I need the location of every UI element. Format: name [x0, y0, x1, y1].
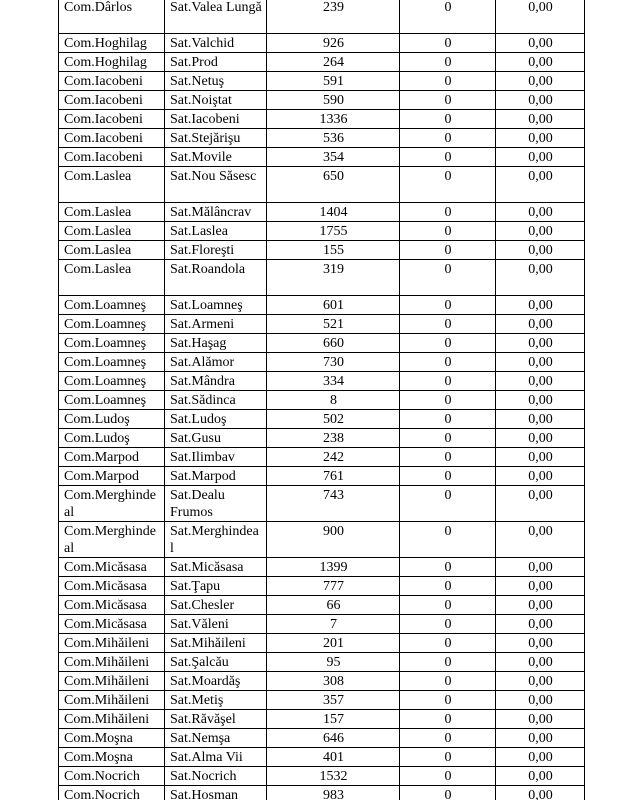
- village-cell: Sat.Alma Vii: [165, 748, 267, 767]
- zero-cell: 0: [400, 0, 496, 34]
- village-cell: Sat.Valchid: [165, 34, 267, 53]
- zero-cell: 0: [400, 203, 496, 222]
- village-cell: Sat.Nocrich: [165, 767, 267, 786]
- amount-cell: 0,00: [496, 203, 585, 222]
- value-cell: 155: [267, 241, 400, 260]
- value-cell: 650: [267, 167, 400, 203]
- village-cell: Sat.Hosman: [165, 786, 267, 800]
- commune-cell: Com.Loamneş: [59, 296, 165, 315]
- village-cell: Sat.Gusu: [165, 429, 267, 448]
- value-cell: 201: [267, 634, 400, 653]
- village-cell: Sat.Movile: [165, 148, 267, 167]
- table-row: [59, 558, 585, 577]
- village-cell: Sat.Văleni: [165, 615, 267, 634]
- village-cell: Sat.Armeni: [165, 315, 267, 334]
- amount-cell: 0,00: [496, 729, 585, 748]
- amount-cell: 0,00: [496, 596, 585, 615]
- amount-cell: 0,00: [496, 0, 585, 34]
- value-cell: 730: [267, 353, 400, 372]
- village-cell: Sat.Ilimbav: [165, 448, 267, 467]
- village-cell: Sat.Merghindeal: [165, 522, 267, 558]
- value-cell: 761: [267, 467, 400, 486]
- amount-cell: 0,00: [496, 448, 585, 467]
- table-row: [59, 634, 585, 653]
- village-cell: Sat.Şalcău: [165, 653, 267, 672]
- zero-cell: 0: [400, 391, 496, 410]
- amount-cell: 0,00: [496, 410, 585, 429]
- zero-cell: 0: [400, 167, 496, 203]
- zero-cell: 0: [400, 372, 496, 391]
- commune-cell: Com.Iacobeni: [59, 110, 165, 129]
- village-cell: Sat.Laslea: [165, 222, 267, 241]
- commune-cell: Com.Hoghilag: [59, 53, 165, 72]
- table-row: [59, 372, 585, 391]
- amount-cell: 0,00: [496, 72, 585, 91]
- value-cell: 777: [267, 577, 400, 596]
- commune-cell: Com.Loamneş: [59, 353, 165, 372]
- commune-cell: Com.Nocrich: [59, 786, 165, 800]
- table-row: [59, 786, 585, 800]
- amount-cell: 0,00: [496, 615, 585, 634]
- zero-cell: 0: [400, 615, 496, 634]
- value-cell: 1755: [267, 222, 400, 241]
- zero-cell: 0: [400, 672, 496, 691]
- value-cell: 1399: [267, 558, 400, 577]
- zero-cell: 0: [400, 72, 496, 91]
- localities-table: [58, 0, 585, 800]
- commune-cell: Com.Iacobeni: [59, 148, 165, 167]
- table-row: [59, 148, 585, 167]
- amount-cell: 0,00: [496, 467, 585, 486]
- village-cell: Sat.Roandola: [165, 260, 267, 296]
- zero-cell: 0: [400, 353, 496, 372]
- commune-cell: Com.Mihăileni: [59, 710, 165, 729]
- commune-cell: Com.Marpod: [59, 448, 165, 467]
- amount-cell: 0,00: [496, 167, 585, 203]
- amount-cell: 0,00: [496, 691, 585, 710]
- table-row: [59, 653, 585, 672]
- value-cell: 334: [267, 372, 400, 391]
- value-cell: 401: [267, 748, 400, 767]
- village-cell: Sat.Prod: [165, 53, 267, 72]
- amount-cell: 0,00: [496, 53, 585, 72]
- value-cell: 7: [267, 615, 400, 634]
- zero-cell: 0: [400, 729, 496, 748]
- value-cell: 1336: [267, 110, 400, 129]
- table-row: [59, 486, 585, 522]
- amount-cell: 0,00: [496, 558, 585, 577]
- zero-cell: 0: [400, 110, 496, 129]
- table-row: [59, 241, 585, 260]
- commune-cell: Com.Moşna: [59, 748, 165, 767]
- commune-cell: Com.Laslea: [59, 222, 165, 241]
- zero-cell: 0: [400, 767, 496, 786]
- table-row: [59, 729, 585, 748]
- table-row: [59, 448, 585, 467]
- table-row: [59, 129, 585, 148]
- table-row: [59, 691, 585, 710]
- amount-cell: 0,00: [496, 110, 585, 129]
- village-cell: Sat.Alămor: [165, 353, 267, 372]
- zero-cell: 0: [400, 241, 496, 260]
- amount-cell: 0,00: [496, 653, 585, 672]
- commune-cell: Com.Moşna: [59, 729, 165, 748]
- table-row: [59, 577, 585, 596]
- village-cell: Sat.Dealu Frumos: [165, 486, 267, 522]
- amount-cell: 0,00: [496, 129, 585, 148]
- village-cell: Sat.Iacobeni: [165, 110, 267, 129]
- table-row: [59, 767, 585, 786]
- zero-cell: 0: [400, 467, 496, 486]
- zero-cell: 0: [400, 786, 496, 800]
- village-cell: Sat.Stejărişu: [165, 129, 267, 148]
- table-row: [59, 748, 585, 767]
- commune-cell: Com.Laslea: [59, 203, 165, 222]
- zero-cell: 0: [400, 558, 496, 577]
- commune-cell: Com.Marpod: [59, 467, 165, 486]
- zero-cell: 0: [400, 222, 496, 241]
- village-cell: Sat.Noiştat: [165, 91, 267, 110]
- village-cell: Sat.Nemşa: [165, 729, 267, 748]
- value-cell: 591: [267, 72, 400, 91]
- zero-cell: 0: [400, 315, 496, 334]
- village-cell: Sat.Ludoş: [165, 410, 267, 429]
- value-cell: 95: [267, 653, 400, 672]
- village-cell: Sat.Răvăşel: [165, 710, 267, 729]
- commune-cell: Com.Merghindeal: [59, 486, 165, 522]
- zero-cell: 0: [400, 91, 496, 110]
- zero-cell: 0: [400, 710, 496, 729]
- table-row: [59, 72, 585, 91]
- village-cell: Sat.Micăsasa: [165, 558, 267, 577]
- commune-cell: Com.Loamneş: [59, 391, 165, 410]
- zero-cell: 0: [400, 634, 496, 653]
- amount-cell: 0,00: [496, 260, 585, 296]
- amount-cell: 0,00: [496, 34, 585, 53]
- zero-cell: 0: [400, 296, 496, 315]
- table-row: [59, 353, 585, 372]
- commune-cell: Com.Laslea: [59, 241, 165, 260]
- table-row: [59, 522, 585, 558]
- zero-cell: 0: [400, 691, 496, 710]
- commune-cell: Com.Laslea: [59, 167, 165, 203]
- commune-cell: Com.Micăsasa: [59, 596, 165, 615]
- amount-cell: 0,00: [496, 222, 585, 241]
- value-cell: 660: [267, 334, 400, 353]
- commune-cell: Com.Ludoş: [59, 410, 165, 429]
- zero-cell: 0: [400, 410, 496, 429]
- commune-cell: Com.Loamneş: [59, 334, 165, 353]
- zero-cell: 0: [400, 148, 496, 167]
- commune-cell: Com.Mihăileni: [59, 691, 165, 710]
- amount-cell: 0,00: [496, 334, 585, 353]
- village-cell: Sat.Haşag: [165, 334, 267, 353]
- commune-cell: Com.Mihăileni: [59, 672, 165, 691]
- village-cell: Sat.Floreşti: [165, 241, 267, 260]
- value-cell: 502: [267, 410, 400, 429]
- zero-cell: 0: [400, 448, 496, 467]
- amount-cell: 0,00: [496, 91, 585, 110]
- value-cell: 983: [267, 786, 400, 800]
- amount-cell: 0,00: [496, 634, 585, 653]
- village-cell: Sat.Metiş: [165, 691, 267, 710]
- commune-cell: Com.Hoghilag: [59, 34, 165, 53]
- zero-cell: 0: [400, 129, 496, 148]
- village-cell: Sat.Netuş: [165, 72, 267, 91]
- table-row: [59, 615, 585, 634]
- commune-cell: Com.Laslea: [59, 260, 165, 296]
- commune-cell: Com.Ludoş: [59, 429, 165, 448]
- amount-cell: 0,00: [496, 710, 585, 729]
- value-cell: 521: [267, 315, 400, 334]
- amount-cell: 0,00: [496, 372, 585, 391]
- value-cell: 354: [267, 148, 400, 167]
- table-row: [59, 429, 585, 448]
- commune-cell: Com.Micăsasa: [59, 615, 165, 634]
- value-cell: 319: [267, 260, 400, 296]
- amount-cell: 0,00: [496, 391, 585, 410]
- zero-cell: 0: [400, 522, 496, 558]
- table-body: [59, 0, 585, 800]
- table-row: [59, 334, 585, 353]
- commune-cell: Com.Mihăileni: [59, 634, 165, 653]
- table-row: [59, 672, 585, 691]
- table-row: [59, 34, 585, 53]
- value-cell: 926: [267, 34, 400, 53]
- value-cell: 238: [267, 429, 400, 448]
- value-cell: 8: [267, 391, 400, 410]
- zero-cell: 0: [400, 260, 496, 296]
- amount-cell: 0,00: [496, 486, 585, 522]
- value-cell: 1532: [267, 767, 400, 786]
- value-cell: 264: [267, 53, 400, 72]
- village-cell: Sat.Mălâncrav: [165, 203, 267, 222]
- zero-cell: 0: [400, 653, 496, 672]
- commune-cell: Com.Mihăileni: [59, 653, 165, 672]
- value-cell: 357: [267, 691, 400, 710]
- value-cell: 1404: [267, 203, 400, 222]
- value-cell: 157: [267, 710, 400, 729]
- commune-cell: Com.Merghindeal: [59, 522, 165, 558]
- table-row: [59, 0, 585, 34]
- amount-cell: 0,00: [496, 577, 585, 596]
- value-cell: 239: [267, 0, 400, 34]
- amount-cell: 0,00: [496, 148, 585, 167]
- zero-cell: 0: [400, 34, 496, 53]
- table-row: [59, 203, 585, 222]
- commune-cell: Com.Loamneş: [59, 315, 165, 334]
- value-cell: 743: [267, 486, 400, 522]
- value-cell: 308: [267, 672, 400, 691]
- commune-cell: Com.Iacobeni: [59, 91, 165, 110]
- amount-cell: 0,00: [496, 241, 585, 260]
- amount-cell: 0,00: [496, 786, 585, 800]
- zero-cell: 0: [400, 429, 496, 448]
- commune-cell: Com.Micăsasa: [59, 577, 165, 596]
- amount-cell: 0,00: [496, 429, 585, 448]
- value-cell: 900: [267, 522, 400, 558]
- table-row: [59, 467, 585, 486]
- amount-cell: 0,00: [496, 522, 585, 558]
- amount-cell: 0,00: [496, 353, 585, 372]
- commune-cell: Com.Iacobeni: [59, 72, 165, 91]
- village-cell: Sat.Marpod: [165, 467, 267, 486]
- table-row: [59, 91, 585, 110]
- amount-cell: 0,00: [496, 296, 585, 315]
- village-cell: Sat.Nou Săsesc: [165, 167, 267, 203]
- commune-cell: Com.Nocrich: [59, 767, 165, 786]
- table-row: [59, 222, 585, 241]
- amount-cell: 0,00: [496, 315, 585, 334]
- table-row: [59, 410, 585, 429]
- village-cell: Sat.Sădinca: [165, 391, 267, 410]
- zero-cell: 0: [400, 577, 496, 596]
- value-cell: 242: [267, 448, 400, 467]
- commune-cell: Com.Micăsasa: [59, 558, 165, 577]
- zero-cell: 0: [400, 748, 496, 767]
- village-cell: Sat.Loamneş: [165, 296, 267, 315]
- table-row: [59, 391, 585, 410]
- value-cell: 646: [267, 729, 400, 748]
- village-cell: Sat.Ţapu: [165, 577, 267, 596]
- value-cell: 66: [267, 596, 400, 615]
- table-row: [59, 53, 585, 72]
- zero-cell: 0: [400, 334, 496, 353]
- amount-cell: 0,00: [496, 672, 585, 691]
- village-cell: Sat.Moardăş: [165, 672, 267, 691]
- table-row: [59, 596, 585, 615]
- village-cell: Sat.Mihăileni: [165, 634, 267, 653]
- value-cell: 536: [267, 129, 400, 148]
- amount-cell: 0,00: [496, 748, 585, 767]
- table-row: [59, 167, 585, 203]
- zero-cell: 0: [400, 596, 496, 615]
- village-cell: Sat.Mândra: [165, 372, 267, 391]
- table-row: [59, 710, 585, 729]
- value-cell: 601: [267, 296, 400, 315]
- zero-cell: 0: [400, 486, 496, 522]
- amount-cell: 0,00: [496, 767, 585, 786]
- commune-cell: Com.Loamneş: [59, 372, 165, 391]
- table-row: [59, 315, 585, 334]
- commune-cell: Com.Iacobeni: [59, 129, 165, 148]
- village-cell: Sat.Chesler: [165, 596, 267, 615]
- commune-cell: Com.Dârlos: [59, 0, 165, 34]
- table-row: [59, 110, 585, 129]
- village-cell: Sat.Valea Lungă: [165, 0, 267, 34]
- table-row: [59, 296, 585, 315]
- zero-cell: 0: [400, 53, 496, 72]
- table-row: [59, 260, 585, 296]
- value-cell: 590: [267, 91, 400, 110]
